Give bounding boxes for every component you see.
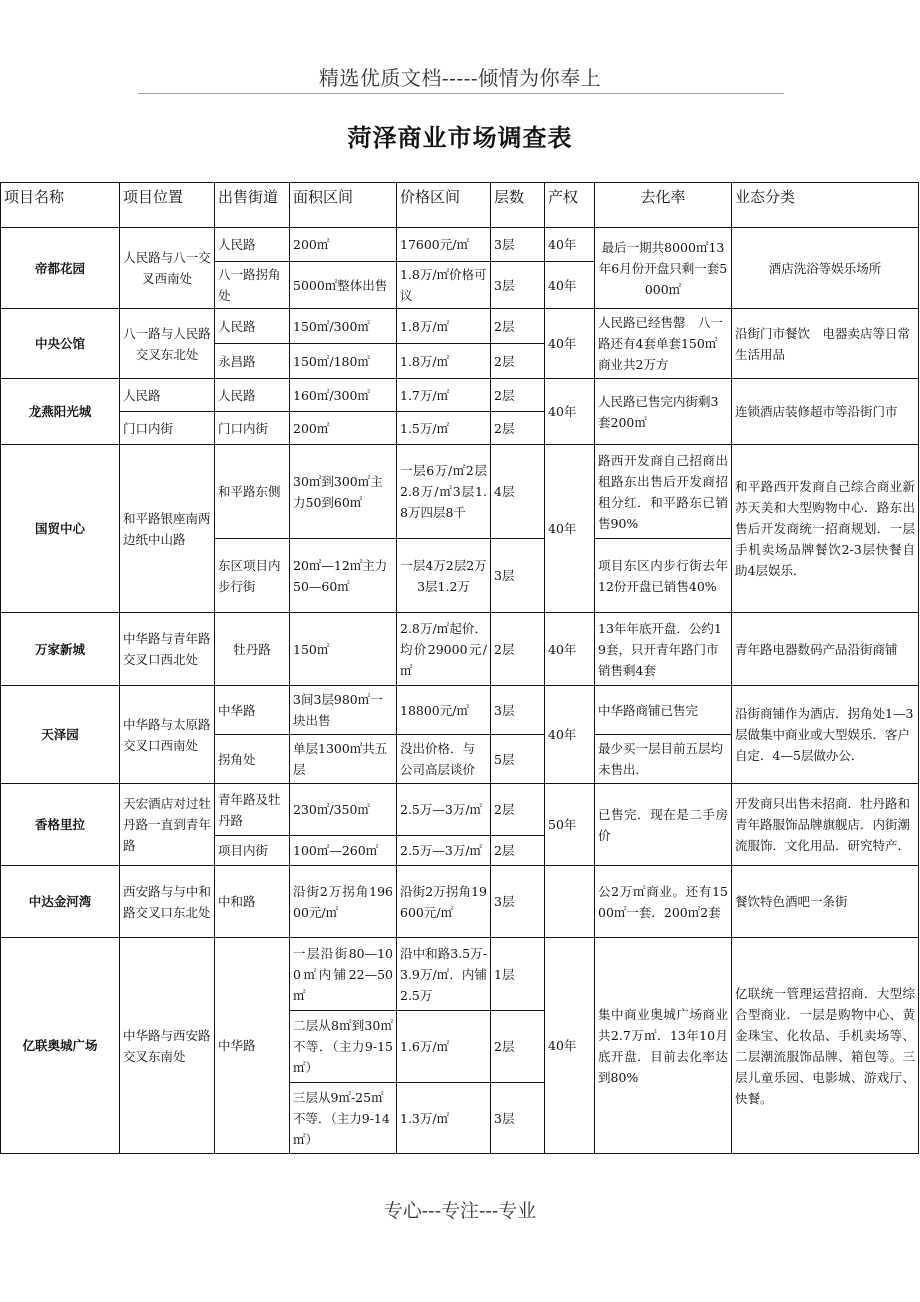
property-term: 40年 xyxy=(545,445,595,613)
street: 八一路拐角处 xyxy=(215,262,290,309)
price: 1.8万/㎡ xyxy=(397,344,491,379)
floors: 3层 xyxy=(491,262,545,309)
property-term: 40年 xyxy=(545,613,595,686)
col-header-area: 面积区间 xyxy=(290,183,397,228)
floors: 2层 xyxy=(491,836,545,866)
floors: 2层 xyxy=(491,344,545,379)
table-header-row xyxy=(1,183,919,228)
property-term: 40年 xyxy=(545,262,595,309)
floors: 2层 xyxy=(491,379,545,412)
area: 5000㎡整体出售 xyxy=(290,262,397,309)
project-name: 香格里拉 xyxy=(1,784,120,866)
col-header-floors: 层数 xyxy=(491,183,545,228)
floors: 4层 xyxy=(491,445,545,539)
price: 没出价格．与公司高层谈价 xyxy=(397,735,491,784)
sales-rate: 最后一期共8000㎡13年6月份开盘只剩一套5000㎡ xyxy=(595,228,732,309)
document-title: 菏泽商业市场调查表 xyxy=(347,124,573,152)
property-term: 50年 xyxy=(545,784,595,866)
street: 拐角处 xyxy=(215,735,290,784)
price: 1.8万/㎡价格可议 xyxy=(397,262,491,309)
table-row xyxy=(1,938,919,1011)
price: 1.5万/㎡ xyxy=(397,412,491,445)
header-divider xyxy=(138,93,784,94)
sales-rate: 项目东区内步行街去年12份开盘已销售40% xyxy=(595,539,732,613)
col-header-sales: 去化率 xyxy=(595,183,732,228)
area: 200㎡ xyxy=(290,228,397,262)
area: 20㎡—12㎡主力50—60㎡ xyxy=(290,539,397,613)
project-location: 和平路银座南两边纸中山路 xyxy=(120,445,215,613)
area: 160㎡/300㎡ xyxy=(290,379,397,412)
floors: 3层 xyxy=(491,539,545,613)
floors: 1层 xyxy=(491,938,545,1011)
project-location: 人民路与八一交叉西南处 xyxy=(120,228,215,309)
floors: 2层 xyxy=(491,613,545,686)
sales-rate: 已售完．现在是二手房价 xyxy=(595,784,732,866)
price: 2.5万—3万/㎡ xyxy=(397,784,491,836)
business-type: 和平路西开发商自己综合商业新苏天美和大型购物中心．路东出售后开发商统一招商规划．一层手机卖场品牌餐饮2-3层快餐自助4层娱乐． xyxy=(732,445,919,613)
street: 门口内街 xyxy=(215,412,290,445)
project-name: 中达金河湾 xyxy=(1,866,120,938)
street: 青年路及牡丹路 xyxy=(215,784,290,836)
price: 1.6万/㎡ xyxy=(397,1011,491,1083)
sales-rate: 中华路商铺已售完 xyxy=(595,686,732,735)
col-header-price: 价格区间 xyxy=(397,183,491,228)
col-header-term: 产权 xyxy=(545,183,595,228)
area: 一层沿街80—100㎡内铺22—50㎡ xyxy=(290,938,397,1011)
project-location: 门口内街 xyxy=(120,412,215,445)
floors: 3层 xyxy=(491,1083,545,1154)
market-survey-table xyxy=(0,182,919,1154)
property-term: 40年 xyxy=(545,938,595,1154)
business-type: 开发商只出售未招商．牡丹路和青年路服饰品牌旗舰店．内街潮流服饰．文化用品．研究特产． xyxy=(732,784,919,866)
price: 2.8万/㎡起价．均价29000元/㎡ xyxy=(397,613,491,686)
area: 150㎡/180㎡ xyxy=(290,344,397,379)
price: 一层6万/㎡2层2.8万/㎡3层1.8万四层8千 xyxy=(397,445,491,539)
area: 30㎡到300㎡主力50到60㎡ xyxy=(290,445,397,539)
project-name: 龙燕阳光城 xyxy=(1,379,120,445)
project-location: 中华路与青年路交叉口西北处 xyxy=(120,613,215,686)
area: 3间3层980㎡一块出售 xyxy=(290,686,397,735)
street: 东区项目内步行街 xyxy=(215,539,290,613)
property-term: 40年 xyxy=(545,309,595,379)
sales-rate: 人民路已售完内街剩3套200㎡ xyxy=(595,379,732,445)
project-name: 国贸中心 xyxy=(1,445,120,613)
floors: 2层 xyxy=(491,309,545,344)
area: 200㎡ xyxy=(290,412,397,445)
price: 17600元/㎡ xyxy=(397,228,491,262)
table-row xyxy=(1,613,919,686)
col-header-street: 出售街道 xyxy=(215,183,290,228)
property-term xyxy=(545,866,595,938)
floors: 3层 xyxy=(491,228,545,262)
business-type: 连锁酒店装修超市等沿街门市 xyxy=(732,379,919,445)
street: 和平路东侧 xyxy=(215,445,290,539)
area: 150㎡ xyxy=(290,613,397,686)
street: 中华路 xyxy=(215,938,290,1154)
price: 1.7万/㎡ xyxy=(397,379,491,412)
sales-rate: 最少买一层目前五层均未售出． xyxy=(595,735,732,784)
project-name: 天泽园 xyxy=(1,686,120,784)
floors: 5层 xyxy=(491,735,545,784)
sales-rate: 集中商业奥城广场商业共2.7万㎡．13年10月底开盘．目前去化率达到80% xyxy=(595,938,732,1154)
col-header-business: 业态分类 xyxy=(732,183,919,228)
price: 沿街2万拐角19600元/㎡ xyxy=(397,866,491,938)
area: 二层从8㎡到30㎡不等．（主力9-15㎡） xyxy=(290,1011,397,1083)
col-header-name: 项目名称 xyxy=(1,183,120,228)
table-row xyxy=(1,686,919,735)
page-footer: 专心---专注---专业 xyxy=(383,1200,537,1222)
area: 沿街2万拐角19600元/㎡ xyxy=(290,866,397,938)
project-name: 中央公馆 xyxy=(1,309,120,379)
project-location: 中华路与太原路交叉口西南处 xyxy=(120,686,215,784)
floors: 2层 xyxy=(491,412,545,445)
business-type: 青年路电器数码产品沿街商铺 xyxy=(732,613,919,686)
floors: 2层 xyxy=(491,784,545,836)
property-term: 40年 xyxy=(545,228,595,262)
project-location: 西安路与与中和路交叉口东北处 xyxy=(120,866,215,938)
project-location: 中华路与西安路交叉东南处 xyxy=(120,938,215,1154)
sales-rate: 公2万㎡商业。还有1500㎡一套．200㎡2套 xyxy=(595,866,732,938)
col-header-location: 项目位置 xyxy=(120,183,215,228)
area: 三层从9㎡-25㎡不等．（主力9-14㎡） xyxy=(290,1083,397,1154)
street: 中华路 xyxy=(215,686,290,735)
floors: 3层 xyxy=(491,866,545,938)
area: 150㎡/300㎡ xyxy=(290,309,397,344)
price: 一层4万2层2万3层1.2万 xyxy=(397,539,491,613)
sales-rate: 路西开发商自己招商出租路东出售后开发商招租分红．和平路东已销售90% xyxy=(595,445,732,539)
page-header: 精选优质文档-----倾情为你奉上 xyxy=(318,66,602,90)
table-row xyxy=(1,866,919,938)
street: 项目内街 xyxy=(215,836,290,866)
price: 1.3万/㎡ xyxy=(397,1083,491,1154)
table-row xyxy=(1,309,919,344)
project-location: 天宏酒店对过牡丹路一直到青年路 xyxy=(120,784,215,866)
project-location: 人民路 xyxy=(120,379,215,412)
business-type: 亿联统一管理运营招商．大型综合型商业．一层是购物中心、黄金珠宝、化妆品、手机卖场等、二层潮流服饰品牌、箱包等。三层儿童乐园、电影城、游戏厅、快餐。 xyxy=(732,938,919,1154)
sales-rate: 人民路已经售罄 八一路还有4套单套150㎡商业共2万方 xyxy=(595,309,732,379)
street: 人民路 xyxy=(215,228,290,262)
street: 人民路 xyxy=(215,309,290,344)
street: 人民路 xyxy=(215,379,290,412)
project-name: 帝都花园 xyxy=(1,228,120,309)
sales-rate: 13年年底开盘．公约19套，只开青年路门市销售剩4套 xyxy=(595,613,732,686)
area: 230㎡/350㎡ xyxy=(290,784,397,836)
property-term: 40年 xyxy=(545,379,595,445)
business-type: 餐饮特色酒吧一条街 xyxy=(732,866,919,938)
business-type: 沿街门市餐饮 电器卖店等日常生活用品 xyxy=(732,309,919,379)
price: 2.5万—3万/㎡ xyxy=(397,836,491,866)
table-row xyxy=(1,445,919,539)
project-name: 亿联奥城广场 xyxy=(1,938,120,1154)
table-row xyxy=(1,228,919,262)
price: 1.8万/㎡ xyxy=(397,309,491,344)
floors: 2层 xyxy=(491,1011,545,1083)
project-name: 万家新城 xyxy=(1,613,120,686)
street: 永昌路 xyxy=(215,344,290,379)
business-type: 酒店洗浴等娱乐场所 xyxy=(732,228,919,309)
project-location: 八一路与人民路交叉东北处 xyxy=(120,309,215,379)
floors: 3层 xyxy=(491,686,545,735)
property-term: 40年 xyxy=(545,686,595,784)
table-row xyxy=(1,784,919,836)
price: 18800元/㎡ xyxy=(397,686,491,735)
table-row xyxy=(1,379,919,412)
business-type: 沿街商铺作为酒店．拐角处1—3层做集中商业或大型娱乐．客户自定．4—5层做办公． xyxy=(732,686,919,784)
price: 沿中和路3.5万-3.9万/㎡．内铺2.5万 xyxy=(397,938,491,1011)
area: 单层1300㎡共五层 xyxy=(290,735,397,784)
street: 牡丹路 xyxy=(215,613,290,686)
area: 100㎡—260㎡ xyxy=(290,836,397,866)
street: 中和路 xyxy=(215,866,290,938)
